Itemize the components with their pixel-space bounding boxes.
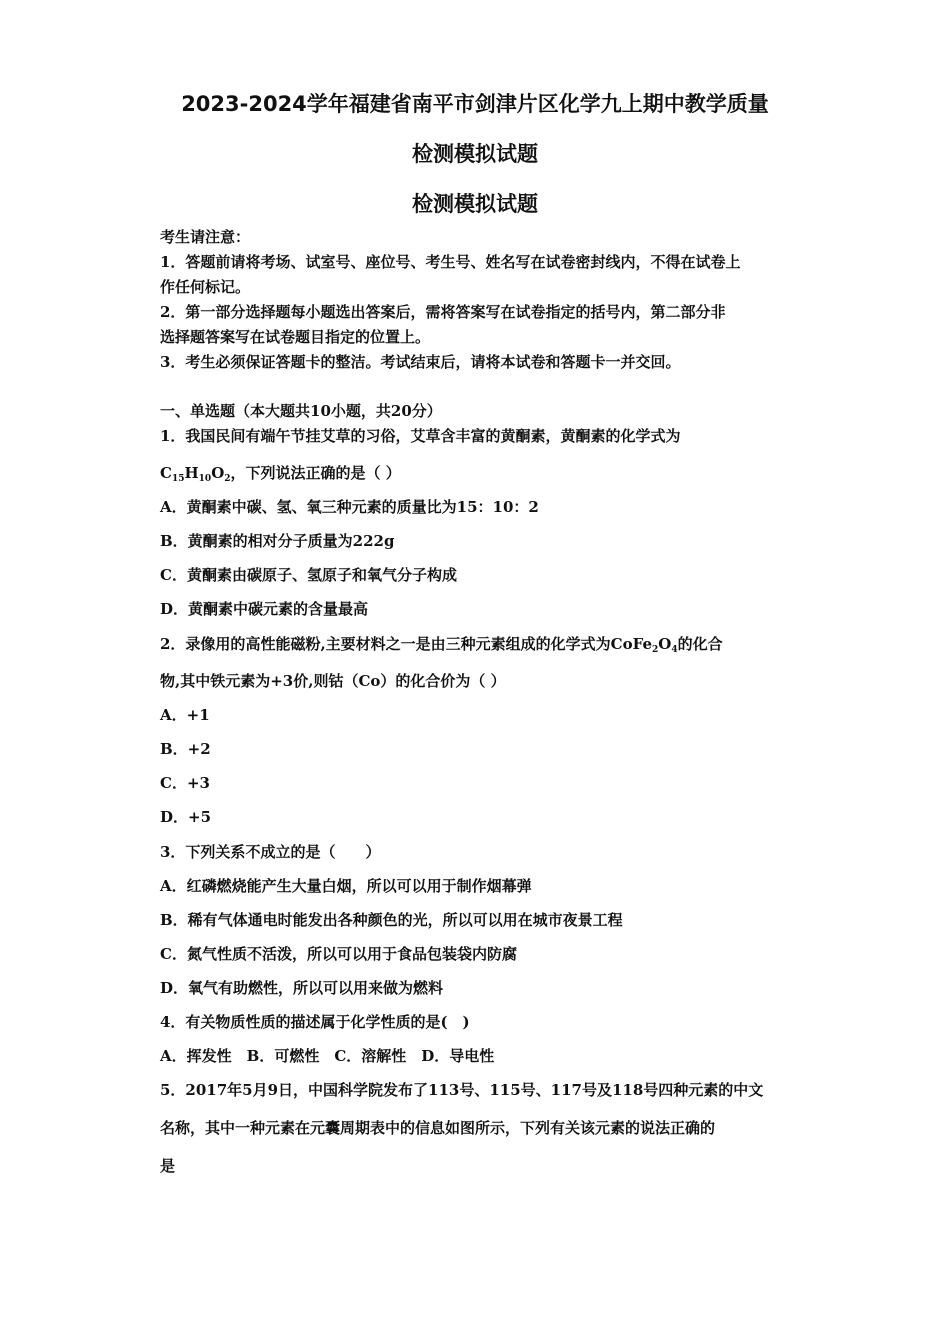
exam-title-line-1: 2023-2024学年福建省南平市剑津片区化学九上期中教学质量 [181,92,769,116]
q1-stem-line-1: 1．我国民间有端午节挂艾草的习俗，艾草含丰富的黄酮素，黄酮素的化学式为 [160,427,681,445]
q2-option-b: B．+2 [160,740,211,758]
notice-line: 2．第一部分选择题每小题选出答案后，需将答案写在试卷指定的括号内，第二部分非 [160,303,726,321]
q2-formula: $CoFe_2O_4$ [610,635,678,655]
q3-option-c: C．氮气性质不活泼，所以可以用于食品包装袋内防腐 [160,945,517,963]
q1-formula: $C_{15}H_{10}O_2$ [160,464,231,484]
notice-line: 1．答题前请将考场、试室号、座位号、考生号、姓名写在试卷密封线内，不得在试卷上 [160,253,741,271]
notice-line: 3．考生必须保证答题卡的整洁。考试结束后，请将本试卷和答题卡一并交回。 [160,353,681,371]
section-heading: 一、单选题（本大题共10小题，共20分） [160,402,442,420]
q2-option-d: D．+5 [160,808,212,826]
q3-option-b: B．稀有气体通电时能发出各种颜色的光，所以可以用在城市夜景工程 [160,911,623,929]
exam-title-line-3: 检测模拟试题 [412,192,538,216]
exam-title-line-2: 检测模拟试题 [412,142,538,166]
q3-option-d: D．氧气有助燃性，所以可以用来做为燃料 [160,979,444,997]
q1-option-c: C．黄酮素由碳原子、氢原子和氧气分子构成 [160,566,457,584]
q1-option-d: D．黄酮素中碳元素的含量最高 [160,600,369,618]
q1-option-b: B．黄酮素的相对分子质量为222g [160,532,395,550]
q5-line-2: 名称，其中一种元素在元囊周期表中的信息如图所示，下列有关该元素的说法正确的 [160,1119,716,1137]
q1-stem-line-2: $C_{15}H_{10}O_2$，下列说法正确的是（ ） [160,464,401,484]
q2-stem-line-2: 物,其中铁元素为+3价,则钴（Co）的化合价为（ ） [160,672,506,690]
q5-line-3: 是 [160,1157,176,1175]
notice-line: 作任何标记。 [160,278,251,296]
notice-heading: 考生请注意： [160,228,251,246]
notice-line: 选择题答案写在试卷题目指定的位置上。 [160,328,431,346]
q3-stem: 3．下列关系不成立的是（ ） [160,843,381,861]
q4-options: A．挥发性 B．可燃性 C．溶解性 D．导电性 [160,1047,495,1065]
q3-option-a: A．红磷燃烧能产生大量白烟，所以可以用于制作烟幕弹 [160,877,532,895]
q5-line-1: 5．2017年5月9日，中国科学院发布了113号、115号、117号及118号四种元素的中文 [160,1081,764,1099]
q1-option-a: A．黄酮素中碳、氢、氧三种元素的质量比为15：10：2 [160,498,539,516]
q2-option-c: C．+3 [160,774,210,792]
q4-stem: 4．有关物质性质的描述属于化学性质的是( ) [160,1013,470,1031]
q2-option-a: A．+1 [160,706,210,724]
q2-stem-line-1: 2．录像用的高性能磁粉,主要材料之一是由三种元素组成的化学式为$CoFe_2O_4$的化合 [160,635,723,655]
